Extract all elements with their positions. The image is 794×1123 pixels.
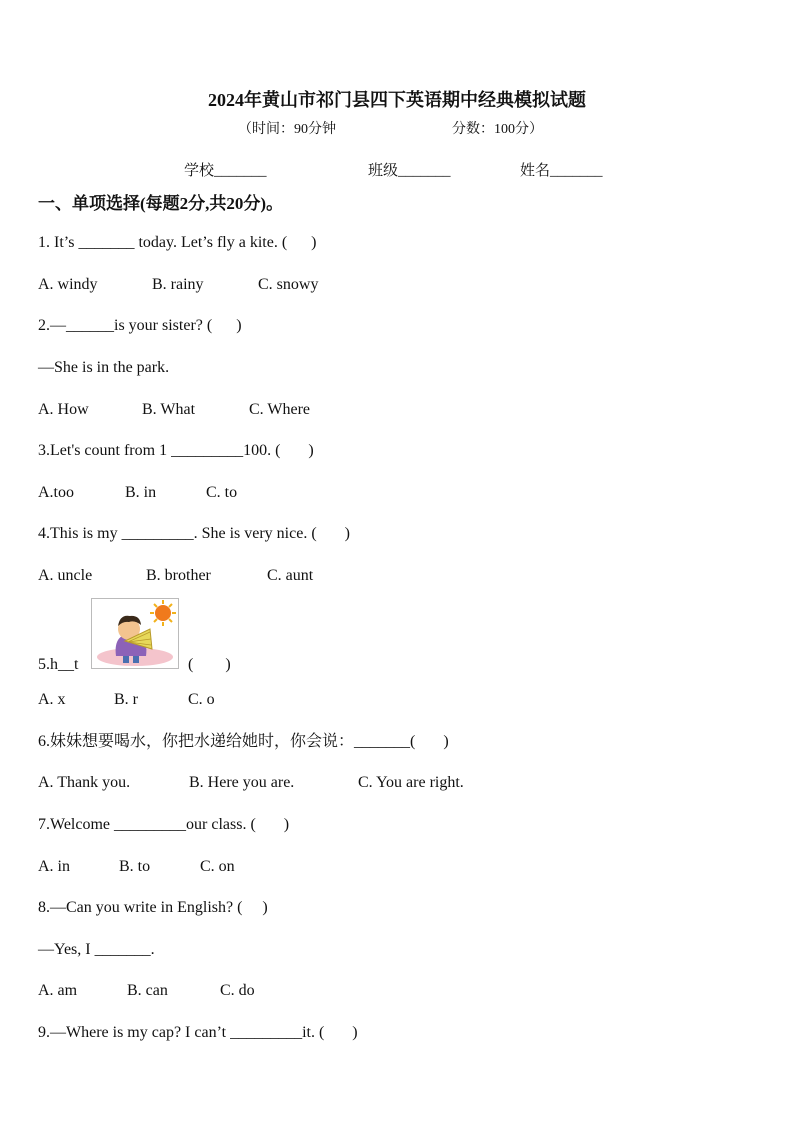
question-7-option-b: B. to [119,858,151,875]
school-field: 学校_______ [184,163,267,179]
question-5-stem-prefix: 5.h__t [38,656,79,673]
question-2-stem: 2.—______is your sister? ( ) [38,317,242,334]
question-5-stem-suffix: ( ) [188,656,231,673]
question-6-option-a: A. Thank you. [38,774,131,791]
question-2-option-c: C. Where [249,401,311,418]
question-4-stem: 4.This is my _________. She is very nice. ( ) [38,525,350,542]
section-title: 一、单项选择(每题2分,共20分)。 [38,194,284,213]
question-3-option-b: B. in [125,484,157,501]
question-6-option-c: C. You are right. [358,774,464,791]
question-2-option-b: B. What [142,401,196,418]
name-field: 姓名_______ [520,163,603,179]
question-8-option-b: B. can [127,982,168,999]
question-5-option-b: B. r [114,691,138,708]
question-2-reply: —She is in the park. [38,359,170,376]
question-5-option-a: A. x [38,691,66,708]
question-3-option-a: A.too [38,484,74,501]
exam-title: 2024年黄山市祁门县四下英语期中经典模拟试题 [208,90,586,110]
question-3-option-c: C. to [206,484,238,501]
question-5-option-c: C. o [188,691,215,708]
question-7-option-c: C. on [200,858,235,875]
question-9-stem: 9.—Where is my cap? I can’t _________it. ( ) [38,1024,358,1041]
question-7-option-a: A. in [38,858,70,875]
question-1-stem: 1. It’s _______ today. Let’s fly a kite. ( ) [38,234,317,251]
question-2-option-a: A. How [38,401,89,418]
question-8-option-c: C. do [220,982,255,999]
question-8-reply: —Yes, I _______. [38,941,155,958]
question-6-stem: 6.妹妹想要喝水，你把水递给她时，你会说：_______( ) [38,733,449,750]
question-1-option-a: A. windy [38,276,98,293]
question-8-stem: 8.—Can you write in English? ( ) [38,899,268,916]
exam-time: （时间：90分钟 [238,122,336,137]
question-4-option-b: B. brother [146,567,211,584]
question-6-option-b: B. Here you are. [189,774,295,791]
question-8-option-a: A. am [38,982,78,999]
question-4-option-a: A. uncle [38,567,93,584]
class-field: 班级_______ [368,163,451,179]
question-4-option-c: C. aunt [267,567,314,584]
question-1-option-c: C. snowy [258,276,319,293]
question-3-stem: 3.Let's count from 1 _________100. ( ) [38,442,314,459]
hot-weather-boy-fan-sun-icon [91,598,179,669]
question-1-option-b: B. rainy [152,276,204,293]
exam-score: 分数：100分） [452,122,543,137]
question-7-stem: 7.Welcome _________our class. ( ) [38,816,290,833]
